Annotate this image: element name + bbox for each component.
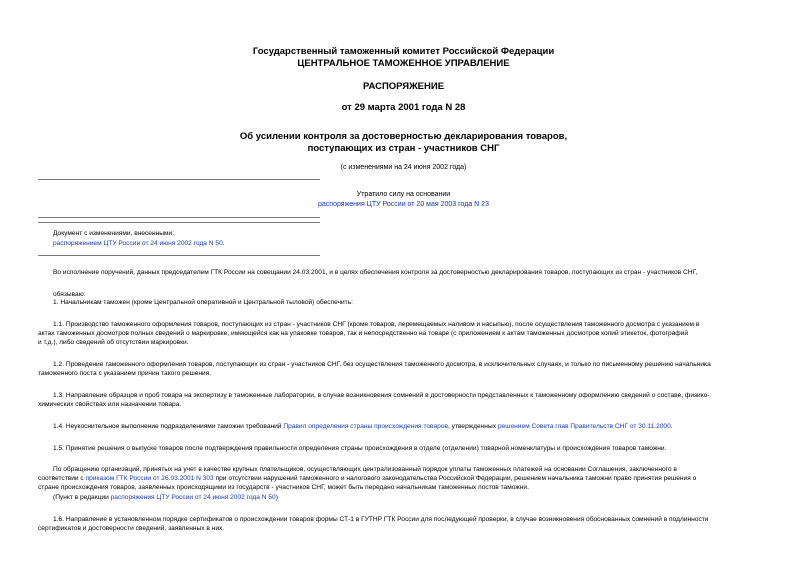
status-text: Утратило силу на основании xyxy=(356,191,451,198)
divider xyxy=(38,217,320,218)
paragraph-1-3-line2: химических свойствах или назначении товара. xyxy=(38,401,182,408)
amendment-note: (с изменениями на 24 июня 2002 года) xyxy=(340,164,467,171)
oblige-text: обязываю: xyxy=(53,291,86,298)
divider xyxy=(38,255,320,256)
intro-paragraph: Во исполнение поручений, данных председателем ГТК России на совещании 24.03.2001, и в целях обеспечения контроля за достоверностью декларирования товаров, поступающих из стран - участников СНГ, xyxy=(53,269,698,276)
paragraph-2-note xyxy=(53,493,278,502)
paragraph-1-2-line2: таможенного поста с указанием причин такого решения. xyxy=(38,370,212,377)
doc-date-number: от 29 марта 2001 года N 28 xyxy=(341,102,466,113)
paragraph-1: 1. Начальникам таможен (кроме Центральной оперативной и Центральной тыловой) обеспечить: xyxy=(53,299,353,306)
paragraph-2-line2 xyxy=(38,474,696,483)
org-name: Государственный таможенный комитет Российской Федерации xyxy=(252,46,555,57)
paragraph-2-line1: По обращению организаций, принятых на учет в качестве крупных плательщиков, осуществляющих централизованный порядок уплаты таможенных платежей на основании Соглашения, заключенного в xyxy=(53,466,677,473)
paragraph-1-1-line2: актах таможенных досмотров полных сведений о маркировке, имеющейся как на упаковке товаров, так и непосредственно на товаре (с приложением к актам таможенных досмотров копий этикеток, фотографий xyxy=(38,330,689,337)
paragraph-1-4-text: , утвержденных xyxy=(448,423,498,430)
paragraph-2-text: соответствии с xyxy=(38,475,86,482)
divider xyxy=(38,179,320,180)
doc-title-line1: Об усилении контроля за достоверностью декларирования товаров, xyxy=(239,131,568,142)
changes-line xyxy=(53,239,225,248)
doc-title-line2: поступающих из стран - участников СНГ xyxy=(307,143,500,154)
paragraph-1-4-text: . xyxy=(670,423,673,430)
paragraph-2-text: при отсутствии нарушений таможенного и налогового законодательства Российской Федерации, решением начальника таможни право принятия решения о xyxy=(213,475,697,482)
cis-decision-link[interactable]: решением Совета глав Правительств СНГ от 30.11.2000 xyxy=(497,423,671,430)
paragraph-1-6-line1: 1.6. Направление в установленном порядке сертификатов о происхождении товаров формы СТ-1 в ГУТНР ГТК России для последующей проверки, в случае возникновения обоснованных сомнений в подлинности xyxy=(53,516,709,523)
status-link[interactable]: распоряжения ЦТУ России от 20 мая 2003 года N 23 xyxy=(318,201,489,208)
changes-text: Документ с изменениями, внесенными: xyxy=(53,230,175,237)
department-name: ЦЕНТРАЛЬНОЕ ТАМОЖЕННОЕ УПРАВЛЕНИЕ xyxy=(297,58,510,69)
paragraph-1-1-line1: 1.1. Производство таможенного оформления товаров, поступающих из стран - участников СНГ (кроме товаров, перемещаемых наливом и насыпью), после осуществления таможенного досмотра с указанием в xyxy=(53,321,700,328)
paragraph-1-3-line1: 1.3. Направление образцов и проб товара на экспертизу в таможенные лаборатории, в случае возникновения сомнений в достоверности представленных к таможенному оформлению сведений о составе, физико- xyxy=(53,392,710,399)
paragraph-1-1-line3: и т.д.), либо сведений об отсутствии маркировки. xyxy=(38,339,189,346)
edition-link[interactable]: распоряжения ЦТУ России от 24 июня 2002 года N 50 xyxy=(110,494,276,501)
gtk-order-link[interactable]: приказом ГТК России от 26.03.2001 N 303 xyxy=(85,475,214,482)
changes-link-suffix: . xyxy=(222,240,225,247)
paragraph-1-2-line1: 1.2. Проведение таможенного оформления товаров, поступающих из стран - участников СНГ, без осуществления таможенного досмотра, в исключительных случаях, и только по письменному решению начальника xyxy=(53,361,711,368)
paragraph-1-5: 1.5. Принятие решения о выпуске товаров после подтверждения правильности определения страны происхождения в отделе (отделении) товарной номенклатуры и происхождения товаров таможни. xyxy=(53,445,667,452)
paragraph-1-4 xyxy=(53,422,673,431)
note-text: (Пункт в редакции xyxy=(53,494,111,501)
divider xyxy=(38,222,320,223)
note-text: ) xyxy=(275,494,278,501)
rules-link[interactable]: Правил определения страны происхождения товаров xyxy=(283,423,448,430)
paragraph-2-line3: стране происхождения товаров, заявленных происходящими из государств - участников СНГ, может быть передано начальникам таможенных постов таможни. xyxy=(38,484,529,491)
changes-link[interactable]: распоряжением ЦТУ России от 24 июня 2002 года N 50 xyxy=(53,240,223,247)
doc-type: РАСПОРЯЖЕНИЕ xyxy=(362,81,445,92)
paragraph-1-6-line2: сертификатов и достоверности сведений, заявленных в них. xyxy=(38,525,225,532)
paragraph-1-4-text: 1.4. Неукоснительное выполнение подразделениями таможни требований xyxy=(53,423,284,430)
